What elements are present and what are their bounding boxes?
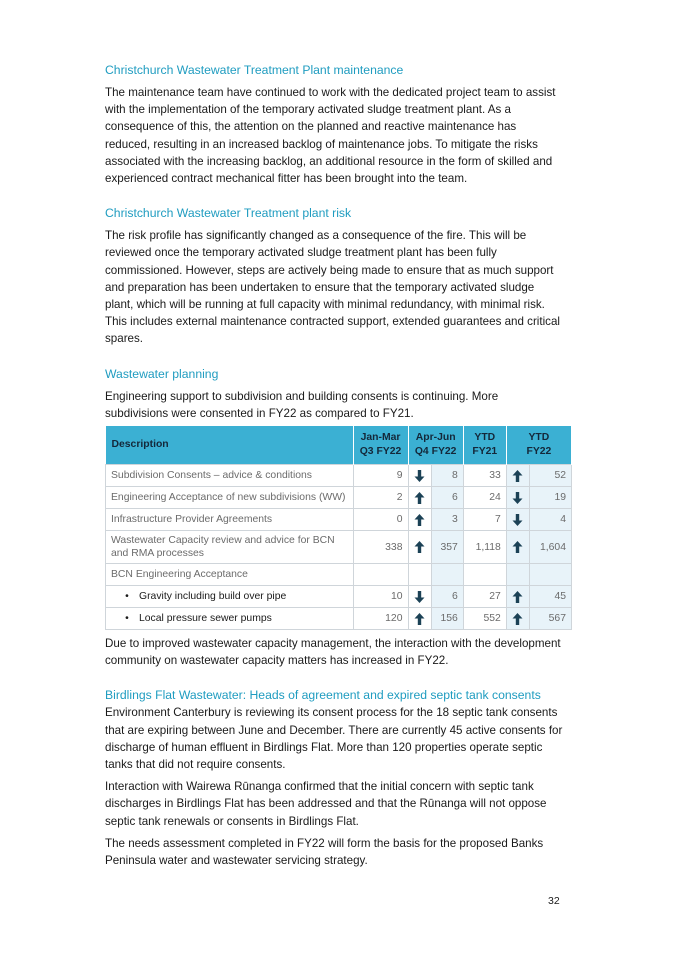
arrow-down-icon — [506, 487, 529, 509]
cell-ytd21: 1,118 — [463, 531, 506, 564]
cell-ytd21: 24 — [463, 487, 506, 509]
table-row — [106, 465, 572, 487]
cell-ytd21: 33 — [463, 465, 506, 487]
cell-ytd22: 52 — [529, 465, 571, 487]
arrow-up-icon — [506, 586, 529, 608]
row-description: BCN Engineering Acceptance — [106, 564, 354, 586]
row-description: Wastewater Capacity review and advice for BCN and RMA processes — [106, 531, 354, 564]
header-ytd21-line1: YTD — [474, 432, 496, 444]
cell-q3 — [353, 564, 408, 586]
arrow-up-icon — [506, 608, 529, 630]
header-q3-line1: Jan-Mar — [360, 432, 401, 444]
bullet: • — [125, 613, 129, 625]
header-ytd22-line1: YTD — [528, 432, 550, 444]
table-row — [106, 531, 572, 564]
paragraph-birdlings-2: Interaction with Wairewa Rūnanga confirmed that the initial concern with septic tank discharges in Birdlings Flat has been addressed and that the Rūnanga will not oppose septic tank renewals or consents in Birdlings Flat. — [105, 780, 547, 828]
heading-planning: Wastewater planning — [105, 366, 219, 381]
table-row — [106, 564, 572, 586]
cell-q4: 3 — [431, 509, 463, 531]
row-description — [106, 608, 354, 630]
row-description: Infrastructure Provider Agreements — [106, 509, 354, 531]
cell-empty — [408, 564, 431, 586]
header-q4-line2: Q4 FY22 — [414, 446, 457, 458]
arrow-down-icon — [408, 465, 431, 487]
cell-q3: 2 — [353, 487, 408, 509]
cell-q4: 6 — [431, 586, 463, 608]
heading-risk: Christchurch Wastewater Treatment plant risk — [105, 206, 352, 221]
header-ytd22 — [506, 426, 571, 465]
row-description: Engineering Acceptance of new subdivisions (WW) — [106, 487, 354, 509]
cell-q3: 10 — [353, 586, 408, 608]
heading-birdlings: Birdlings Flat Wastewater: Heads of agreement and expired septic tank consents — [105, 688, 541, 703]
header-ytd22-line2: FY22 — [526, 446, 552, 458]
section-risk — [105, 205, 563, 347]
row-description: Subdivision Consents – advice & conditions — [106, 465, 354, 487]
paragraph-maintenance: The maintenance team have continued to work with the dedicated project team to assist with the implementation of the temporary activated sludge treatment plant. As a consequence of this, the attention on the planned and reactive maintenance has reduced, resulting in an increased backlog of maintenance jobs. To mitigate the risks associated with the increasing backlog, an additional resource in the form of skilled and experienced contract mechanical fitter has been brought into the team. — [105, 86, 556, 186]
section-planning — [105, 366, 566, 670]
header-description: Description — [106, 426, 354, 465]
cell-q4: 357 — [431, 531, 463, 564]
arrow-down-icon — [408, 586, 431, 608]
cell-q3: 0 — [353, 509, 408, 531]
table-row — [106, 608, 572, 630]
header-ytd21 — [463, 426, 506, 465]
paragraph-planning-intro: Engineering support to subdivision and building consents is continuing. More subdivisions were consented in FY22 as compared to FY21. — [105, 389, 499, 420]
arrow-up-icon — [506, 465, 529, 487]
cell-ytd22: 4 — [529, 509, 571, 531]
heading-maintenance: Christchurch Wastewater Treatment Plant maintenance — [105, 63, 404, 77]
paragraph-birdlings-3: The needs assessment completed in FY22 will form the basis for the proposed Banks Peninsula water and wastewater servicing strategy. — [105, 836, 544, 868]
header-ytd21-line2: FY21 — [472, 446, 498, 458]
consents-table — [105, 426, 572, 630]
cell-ytd21: 7 — [463, 509, 506, 531]
arrow-up-icon — [408, 487, 431, 509]
bullet: • — [125, 591, 129, 603]
cell-ytd22 — [529, 564, 571, 586]
header-q4 — [408, 426, 463, 465]
cell-ytd21 — [463, 564, 506, 586]
cell-empty — [506, 564, 529, 586]
arrow-up-icon — [408, 608, 431, 630]
cell-q4: 6 — [431, 487, 463, 509]
table-header-row — [106, 426, 572, 465]
arrow-up-icon — [408, 531, 431, 564]
header-q3-line2: Q3 FY22 — [359, 446, 402, 458]
page-number: 32 — [548, 895, 560, 907]
header-q4-line1: Apr-Jun — [415, 432, 456, 444]
cell-ytd22: 1,604 — [529, 531, 571, 564]
row-description-text: Gravity including build over pipe — [139, 591, 287, 603]
arrow-down-icon — [506, 509, 529, 531]
table-row — [106, 487, 572, 509]
cell-q3: 120 — [353, 608, 408, 630]
cell-ytd22: 567 — [529, 608, 571, 630]
cell-ytd22: 19 — [529, 487, 571, 509]
section-birdlings — [105, 687, 563, 869]
header-q3 — [353, 426, 408, 465]
cell-ytd21: 552 — [463, 608, 506, 630]
cell-ytd22: 45 — [529, 586, 571, 608]
page-content — [105, 62, 566, 869]
paragraph-planning-after: Due to improved wastewater capacity management, the interaction with the development community on wastewater capacity matters has increased in FY22. — [105, 637, 561, 668]
table-row — [106, 586, 572, 608]
table-row — [106, 509, 572, 531]
cell-q3: 338 — [353, 531, 408, 564]
section-maintenance — [105, 62, 563, 187]
arrow-up-icon — [506, 531, 529, 564]
cell-q3: 9 — [353, 465, 408, 487]
cell-ytd21: 27 — [463, 586, 506, 608]
arrow-up-icon — [408, 509, 431, 531]
paragraph-birdlings-1: Environment Canterbury is reviewing its consent process for the 18 septic tank consents that are expiring between June and December. There are currently 45 active consents for discharge of human effluent in Birdlings Flat. More than 120 properties operate septic tanks that did not require consents. — [105, 706, 563, 772]
row-description — [106, 586, 354, 608]
cell-q4 — [431, 564, 463, 586]
row-description-text: Local pressure sewer pumps — [139, 613, 272, 625]
paragraph-risk: The risk profile has significantly changed as a consequence of the fire. This will be reviewed once the temporary activated sludge treatment plant has been fully commissioned. However, steps are actively being made to ensure that as much support and preparation has been undertaken to ensure that the temporary activated sludge plant, which will be running at full capacity with minimal redundancy, with minimal risk. This includes external maintenance contracted support, extended guarantees and critical spares. — [105, 229, 561, 346]
cell-q4: 156 — [431, 608, 463, 630]
cell-q4: 8 — [431, 465, 463, 487]
